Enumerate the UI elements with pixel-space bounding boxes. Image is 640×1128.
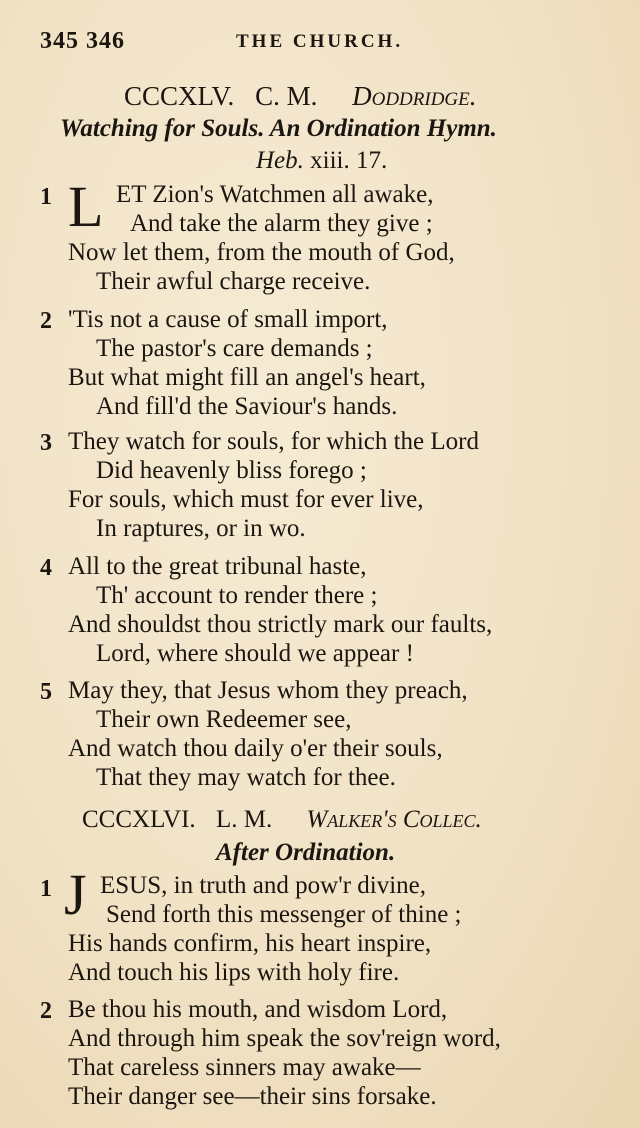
verse-number: 1 [40, 876, 52, 902]
hymn-author: Doddridge. [352, 81, 477, 111]
verse-line: They watch for souls, for which the Lord [68, 428, 479, 455]
verse-line: Lord, where should we appear ! [96, 640, 414, 667]
verse-number: 2 [40, 998, 52, 1024]
hymn-meter: L. M. [215, 806, 273, 833]
verse-line: That careless sinners may awake— [68, 1054, 421, 1081]
verse-line: Their danger see—their sins forsake. [68, 1083, 437, 1110]
verse-line: Send forth this messenger of thine ; [106, 901, 462, 928]
verse-line: Did heavenly bliss forego ; [96, 457, 367, 484]
verse-line: May they, that Jesus whom they preach, [68, 677, 468, 704]
verse-line: His hands confirm, his heart inspire, [68, 930, 432, 957]
verse-number: 2 [40, 308, 52, 334]
verse-number: 4 [40, 555, 52, 581]
verse-line: For souls, which must for ever live, [68, 486, 424, 513]
scripture-reference [256, 146, 387, 176]
scripture-chapter-verse: xiii. 17. [303, 147, 388, 174]
verse-line: Th' account to render there ; [96, 582, 378, 609]
verse-line: Their awful charge receive. [96, 268, 371, 295]
hymn-meter: C. M. [255, 81, 318, 111]
verse-line: And take the alarm they give ; [130, 210, 433, 237]
verse-line: Be thou his mouth, and wisdom Lord, [68, 996, 448, 1023]
hymn-number: CCCXLV. [124, 81, 235, 111]
hymn-title: After Ordination. [216, 839, 396, 866]
verse-line: And fill'd the Saviour's hands. [96, 393, 398, 420]
hymn-number: CCCXLVI. [82, 806, 196, 833]
drop-cap: L [68, 174, 104, 239]
verse-line: Now let them, from the mouth of God, [68, 239, 455, 266]
running-title: THE CHURCH. [236, 31, 404, 52]
verse-line: In raptures, or in wo. [96, 515, 306, 542]
verse-line: That they may watch for thee. [96, 764, 396, 791]
verse-number: 3 [40, 430, 52, 456]
verse-line: And through him speak the sov'reign word, [68, 1025, 501, 1052]
page-numbers: 345 346 [40, 28, 125, 54]
verse-line: The pastor's care demands ; [96, 335, 373, 362]
verse-line: And touch his lips with holy fire. [68, 959, 400, 986]
verse-line: Their own Redeemer see, [96, 706, 352, 733]
hymn-author: Walker's Collec. [306, 806, 482, 833]
verse-number: 1 [40, 184, 52, 210]
verse-line: And shouldst thou strictly mark our faults, [68, 611, 493, 638]
verse-line: 'Tis not a cause of small import, [68, 306, 388, 333]
hymn-heading [82, 804, 482, 836]
verse-line: ESUS, in truth and pow'r divine, [100, 872, 427, 899]
verse-line: But what might fill an angel's heart, [68, 364, 426, 391]
scripture-book: Heb. [256, 147, 304, 174]
drop-cap: J [64, 862, 87, 927]
verse-line: ET Zion's Watchmen all awake, [116, 181, 434, 208]
verse-line: And watch thou daily o'er their souls, [68, 735, 443, 762]
hymn-title: Watching for Souls. An Ordination Hymn. [60, 115, 497, 142]
hymn-heading [124, 80, 477, 112]
verse-line: All to the great tribunal haste, [68, 553, 367, 580]
verse-number: 5 [40, 679, 52, 705]
